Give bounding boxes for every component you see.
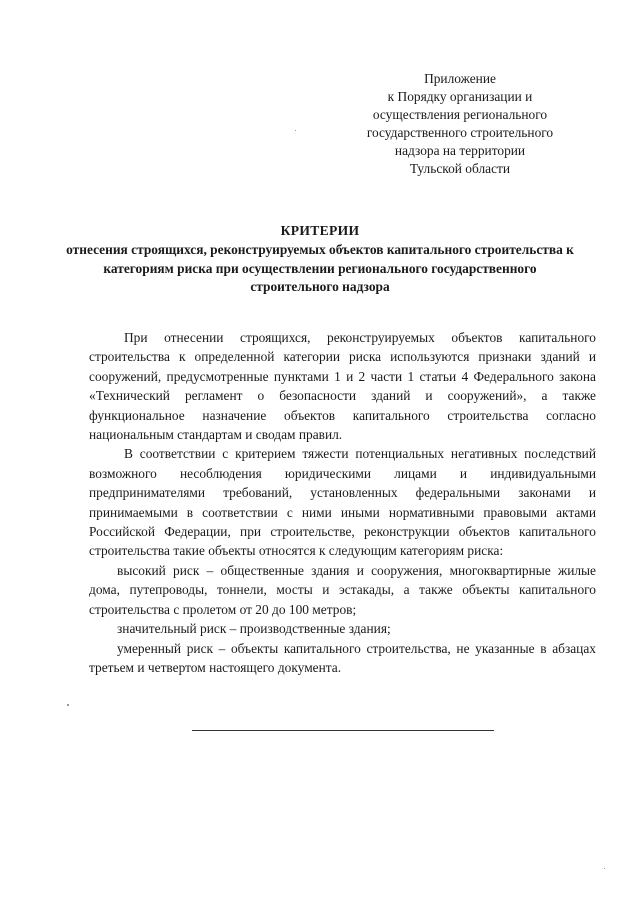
appendix-line: надзора на территории (394, 143, 526, 158)
appendix-line: Тульской области (409, 161, 511, 176)
document-subtitle: отнесения строящихся, реконструируемых объектов капитального строительства к категориям риска при осуществлении регионального государственного строительного надзора (66, 242, 574, 294)
body-paragraph: В соответствии с критерием тяжести потенциальных негативных последствий возможного несоблюдения юридическими лицами и индивидуальными предпринимателями требований, установленных федеральными законами и принимаемыми в соответствии с ними иными нормативными правовыми актами Российской Федерации, при строительстве, реконструкции объектов капитального строительства такие объекты относятся к следующим категориям риска: (89, 446, 596, 559)
scan-speck (295, 130, 296, 131)
body-paragraph: При отнесении строящихся, реконструируемых объектов капитального строительства к определенной категории риска используются признаки зданий и сооружений, предусмотренные пунктами 1 и 2 части 1 статьи 4 Федерального закона «Технический регламент о безопасности зданий и сооружений», а также функциональное назначение объектов капитального строительства согласно национальным стандартам и сводам правил. (89, 330, 596, 443)
risk-item-significant: значительный риск – производственные здания; (117, 621, 391, 637)
document-body (89, 328, 596, 677)
risk-item-high: высокий риск – общественные здания и сооружения, многоквартирные жилые дома, путепроводы, тоннели, мосты и эстакады, а также объекты капитального строительства с пролетом от 20 до 100 метров; (89, 562, 596, 617)
scan-speck (604, 868, 605, 869)
document-title: КРИТЕРИИ (280, 223, 360, 238)
appendix-line: Приложение (424, 71, 496, 86)
appendix-line: государственного строительного (366, 125, 554, 140)
scan-speck (67, 704, 69, 706)
appendix-note (340, 70, 580, 178)
appendix-line: к Порядку организации и (387, 89, 533, 104)
closing-divider-line (192, 730, 494, 731)
appendix-line: осуществления регионального (372, 107, 548, 122)
risk-item-moderate: умеренный риск – объекты капитального строительства, не указанные в абзацах третьем и четвертом настоящего документа. (89, 640, 596, 675)
